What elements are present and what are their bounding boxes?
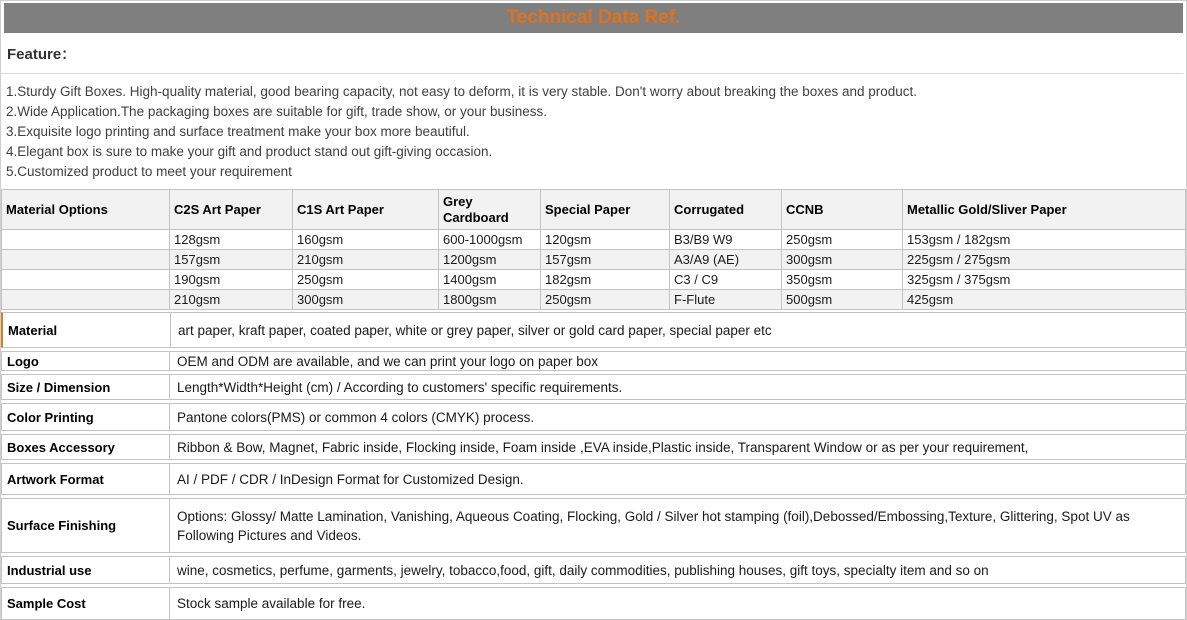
table-cell: 1200gsm xyxy=(439,250,541,270)
feature-item: 5.Customized product to meet your requirement xyxy=(6,164,292,179)
table-cell: 157gsm xyxy=(541,250,670,270)
spec-label: Surface Finishing xyxy=(2,499,170,552)
column-header: Special Paper xyxy=(541,190,670,230)
materials-header-row xyxy=(2,190,1186,230)
table-row xyxy=(2,230,1186,250)
spec-row-boxes-accessory xyxy=(1,434,1186,460)
spec-row-color-printing xyxy=(1,403,1186,431)
spec-row-surface-finishing xyxy=(1,498,1186,553)
spec-value: art paper, kraft paper, coated paper, white or grey paper, silver or gold card paper, special paper etc xyxy=(178,322,772,338)
spec-value: Stock sample available for free. xyxy=(177,596,366,611)
feature-list xyxy=(1,74,1186,182)
table-cell: B3/B9 W9 xyxy=(670,230,782,250)
spec-label: Size / Dimension xyxy=(2,375,170,399)
table-cell: 1400gsm xyxy=(439,270,541,290)
table-cell: 600-1000gsm xyxy=(439,230,541,250)
feature-item: 4.Elegant box is sure to make your gift and product stand out gift-giving occasion. xyxy=(6,144,493,159)
spec-row-artwork-format xyxy=(1,463,1186,495)
column-header: Material Options xyxy=(2,190,170,230)
table-cell: 128gsm xyxy=(170,230,293,250)
column-header: C1S Art Paper xyxy=(293,190,439,230)
table-cell: 153gsm / 182gsm xyxy=(903,230,1186,250)
table-cell: 1800gsm xyxy=(439,290,541,310)
table-cell: A3/A9 (AE) xyxy=(670,250,782,270)
spec-label: Color Printing xyxy=(2,404,170,430)
spec-value: OEM and ODM are available, and we can print your logo on paper box xyxy=(177,353,598,369)
materials-table xyxy=(1,189,1186,310)
spec-value: Ribbon & Bow, Magnet, Fabric inside, Flocking inside, Foam inside ,EVA inside,Plastic inside, Transparent Window or as per your requirement, xyxy=(177,439,1029,455)
spec-value: AI / PDF / CDR / InDesign Format for Customized Design. xyxy=(177,471,524,487)
table-row xyxy=(2,250,1186,270)
table-cell: 210gsm xyxy=(293,250,439,270)
table-cell: 250gsm xyxy=(782,230,903,250)
table-cell: 225gsm / 275gsm xyxy=(903,250,1186,270)
spec-label: Industrial use xyxy=(2,557,170,583)
table-cell: 190gsm xyxy=(170,270,293,290)
spec-value: Options: Glossy/ Matte Lamination, Vanishing, Aqueous Coating, Flocking, Gold / Silver hot stamping (foil),Debossed/Embossing,Texture, Glittering, Spot UV as Following Pictures and Videos. xyxy=(177,508,1130,543)
table-cell xyxy=(2,230,170,250)
banner xyxy=(4,3,1183,33)
column-header: Grey Cardboard xyxy=(439,190,541,230)
table-row xyxy=(2,290,1186,310)
table-row xyxy=(2,270,1186,290)
feature-heading: Feature： xyxy=(1,33,1183,74)
table-cell: 210gsm xyxy=(170,290,293,310)
table-cell xyxy=(2,250,170,270)
table-cell: F-Flute xyxy=(670,290,782,310)
table-cell: C3 / C9 xyxy=(670,270,782,290)
table-cell xyxy=(2,270,170,290)
column-header: Metallic Gold/Sliver Paper xyxy=(903,190,1186,230)
spec-row-logo xyxy=(1,351,1186,371)
table-cell: 250gsm xyxy=(293,270,439,290)
table-cell: 300gsm xyxy=(782,250,903,270)
spec-label: Sample Cost xyxy=(2,588,170,619)
spec-row-industrial-use xyxy=(1,556,1186,584)
feature-item: 2.Wide Application.The packaging boxes are suitable for gift, trade show, or your business. xyxy=(6,104,548,119)
spec-label: Artwork Format xyxy=(2,464,170,494)
feature-item: 1.Sturdy Gift Boxes. High-quality material, good bearing capacity, not easy to deform, it is very stable. Don't worry about breaking the boxes and product. xyxy=(6,84,918,99)
table-cell: 325gsm / 375gsm xyxy=(903,270,1186,290)
table-cell: 157gsm xyxy=(170,250,293,270)
spec-value: Length*Width*Height (cm) / According to customers' specific requirements. xyxy=(177,379,623,395)
table-cell: 250gsm xyxy=(541,290,670,310)
column-header: Corrugated xyxy=(670,190,782,230)
column-header: C2S Art Paper xyxy=(170,190,293,230)
spec-row-size-dimension xyxy=(1,374,1186,400)
table-cell: 120gsm xyxy=(541,230,670,250)
feature-item: 3.Exquisite logo printing and surface treatment make your box more beautiful. xyxy=(6,124,470,139)
banner-title: Technical Data Ref. xyxy=(506,7,681,28)
spec-label: Material xyxy=(3,313,171,347)
spec-value: wine, cosmetics, perfume, garments, jewelry, tobacco,food, gift, daily commodities, publishing houses, gift toys, specialty item and so on xyxy=(177,562,989,578)
specs-table xyxy=(1,312,1186,620)
table-cell: 300gsm xyxy=(293,290,439,310)
table-cell: 182gsm xyxy=(541,270,670,290)
spec-row-sample-cost xyxy=(1,587,1186,620)
table-cell xyxy=(2,290,170,310)
table-cell: 160gsm xyxy=(293,230,439,250)
column-header: CCNB xyxy=(782,190,903,230)
table-cell: 350gsm xyxy=(782,270,903,290)
spec-label: Logo xyxy=(2,352,170,370)
table-cell: 425gsm xyxy=(903,290,1186,310)
spec-value: Pantone colors(PMS) or common 4 colors (CMYK) process. xyxy=(177,409,535,425)
spec-label: Boxes Accessory xyxy=(2,435,170,459)
spec-row-material xyxy=(1,312,1186,348)
table-cell: 500gsm xyxy=(782,290,903,310)
